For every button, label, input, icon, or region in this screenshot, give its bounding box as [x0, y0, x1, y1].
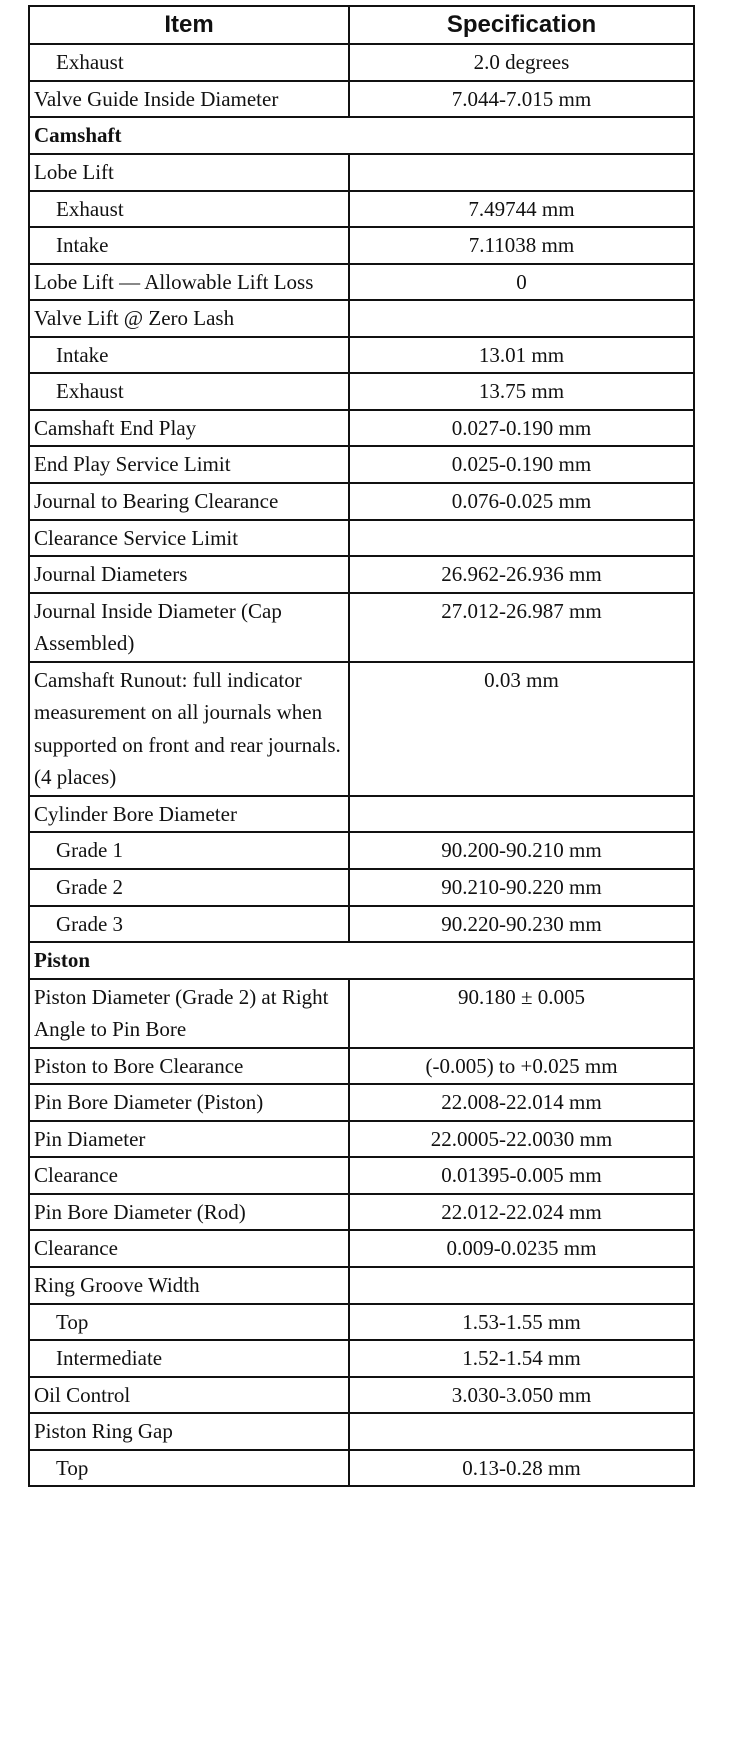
item-cell: Grade 2: [29, 869, 349, 906]
item-cell: Exhaust: [29, 191, 349, 228]
spec-cell: 0.01395-0.005 mm: [349, 1157, 694, 1194]
table-row: [29, 1048, 694, 1085]
spec-cell: 90.200-90.210 mm: [349, 832, 694, 869]
item-cell: Journal to Bearing Clearance: [29, 483, 349, 520]
item-cell: Journal Diameters: [29, 556, 349, 593]
spec-cell: 0: [349, 264, 694, 301]
spec-cell: [349, 1413, 694, 1450]
header-row: [29, 6, 694, 44]
table-row: [29, 1340, 694, 1377]
item-cell: Intermediate: [29, 1340, 349, 1377]
table-row: [29, 264, 694, 301]
table-row: [29, 44, 694, 81]
spec-cell: 2.0 degrees: [349, 44, 694, 81]
spec-cell: 22.008-22.014 mm: [349, 1084, 694, 1121]
table-row: [29, 373, 694, 410]
section-row: [29, 942, 694, 979]
item-cell: Camshaft End Play: [29, 410, 349, 447]
item-cell: Exhaust: [29, 373, 349, 410]
column-header-specification: Specification: [349, 6, 694, 44]
item-cell: Exhaust: [29, 44, 349, 81]
spec-cell: 7.11038 mm: [349, 227, 694, 264]
table-row: [29, 1084, 694, 1121]
table-row: [29, 520, 694, 557]
section-heading: Camshaft: [29, 117, 694, 154]
table-row: [29, 1377, 694, 1414]
spec-cell: 90.220-90.230 mm: [349, 906, 694, 943]
item-cell: Grade 1: [29, 832, 349, 869]
table-header: [29, 6, 694, 44]
spec-cell: 0.025-0.190 mm: [349, 446, 694, 483]
item-cell: Grade 3: [29, 906, 349, 943]
item-cell: End Play Service Limit: [29, 446, 349, 483]
spec-cell: [349, 154, 694, 191]
item-cell: Clearance Service Limit: [29, 520, 349, 557]
spec-cell: 7.49744 mm: [349, 191, 694, 228]
spec-cell: [349, 300, 694, 337]
spec-cell: 0.027-0.190 mm: [349, 410, 694, 447]
group-heading: Cylinder Bore Diameter: [29, 796, 349, 833]
spec-cell: 26.962-26.936 mm: [349, 556, 694, 593]
table-row: [29, 832, 694, 869]
group-heading-row: [29, 154, 694, 191]
spec-cell: 0.13-0.28 mm: [349, 1450, 694, 1487]
spec-cell: 22.012-22.024 mm: [349, 1194, 694, 1231]
table-row: [29, 410, 694, 447]
item-cell: Top: [29, 1450, 349, 1487]
table-row: [29, 1157, 694, 1194]
table-row: [29, 593, 694, 662]
item-cell: Pin Diameter: [29, 1121, 349, 1158]
table-row: [29, 1230, 694, 1267]
group-heading-row: [29, 1413, 694, 1450]
group-heading: Lobe Lift: [29, 154, 349, 191]
group-heading: Ring Groove Width: [29, 1267, 349, 1304]
section-heading: Piston: [29, 942, 694, 979]
table-row: [29, 81, 694, 118]
item-cell: Piston to Bore Clearance: [29, 1048, 349, 1085]
spec-cell: 0.076-0.025 mm: [349, 483, 694, 520]
table-row: [29, 1450, 694, 1487]
item-cell: Clearance: [29, 1157, 349, 1194]
group-heading: Piston Ring Gap: [29, 1413, 349, 1450]
spec-cell: 1.53-1.55 mm: [349, 1304, 694, 1341]
spec-cell: (-0.005) to +0.025 mm: [349, 1048, 694, 1085]
table-body: [29, 44, 694, 1486]
item-cell: Camshaft Runout: full indicator measurement on all journals when supported on front and rear journals. (4 places): [29, 662, 349, 796]
spec-cell: 0.009-0.0235 mm: [349, 1230, 694, 1267]
item-cell: Top: [29, 1304, 349, 1341]
item-cell: Pin Bore Diameter (Rod): [29, 1194, 349, 1231]
group-heading-row: [29, 300, 694, 337]
item-cell: Valve Guide Inside Diameter: [29, 81, 349, 118]
spec-cell: 0.03 mm: [349, 662, 694, 796]
spec-table: [28, 5, 695, 1487]
group-heading-row: [29, 796, 694, 833]
table-row: [29, 446, 694, 483]
section-row: [29, 117, 694, 154]
spec-cell: 13.75 mm: [349, 373, 694, 410]
table-row: [29, 1194, 694, 1231]
table-row: [29, 556, 694, 593]
spec-cell: 90.180 ± 0.005: [349, 979, 694, 1048]
item-cell: Clearance: [29, 1230, 349, 1267]
spec-cell: [349, 1267, 694, 1304]
item-cell: Intake: [29, 337, 349, 374]
table-row: [29, 979, 694, 1048]
item-cell: Lobe Lift — Allowable Lift Loss: [29, 264, 349, 301]
table-row: [29, 483, 694, 520]
item-cell: Intake: [29, 227, 349, 264]
spec-cell: 90.210-90.220 mm: [349, 869, 694, 906]
spec-cell: 22.0005-22.0030 mm: [349, 1121, 694, 1158]
table-row: [29, 227, 694, 264]
item-cell: Oil Control: [29, 1377, 349, 1414]
spec-cell: 27.012-26.987 mm: [349, 593, 694, 662]
table-row: [29, 1121, 694, 1158]
table-row: [29, 906, 694, 943]
spec-cell: [349, 520, 694, 557]
table-row: [29, 1304, 694, 1341]
item-cell: Journal Inside Diameter (Cap Assembled): [29, 593, 349, 662]
item-cell: Piston Diameter (Grade 2) at Right Angle to Pin Bore: [29, 979, 349, 1048]
table-row: [29, 337, 694, 374]
column-header-item: Item: [29, 6, 349, 44]
spec-cell: 3.030-3.050 mm: [349, 1377, 694, 1414]
spec-cell: 7.044-7.015 mm: [349, 81, 694, 118]
spec-cell: 1.52-1.54 mm: [349, 1340, 694, 1377]
item-cell: Pin Bore Diameter (Piston): [29, 1084, 349, 1121]
table-row: [29, 869, 694, 906]
spec-cell: [349, 796, 694, 833]
table-row: [29, 662, 694, 796]
spec-cell: 13.01 mm: [349, 337, 694, 374]
table-row: [29, 191, 694, 228]
group-heading-row: [29, 1267, 694, 1304]
group-heading: Valve Lift @ Zero Lash: [29, 300, 349, 337]
